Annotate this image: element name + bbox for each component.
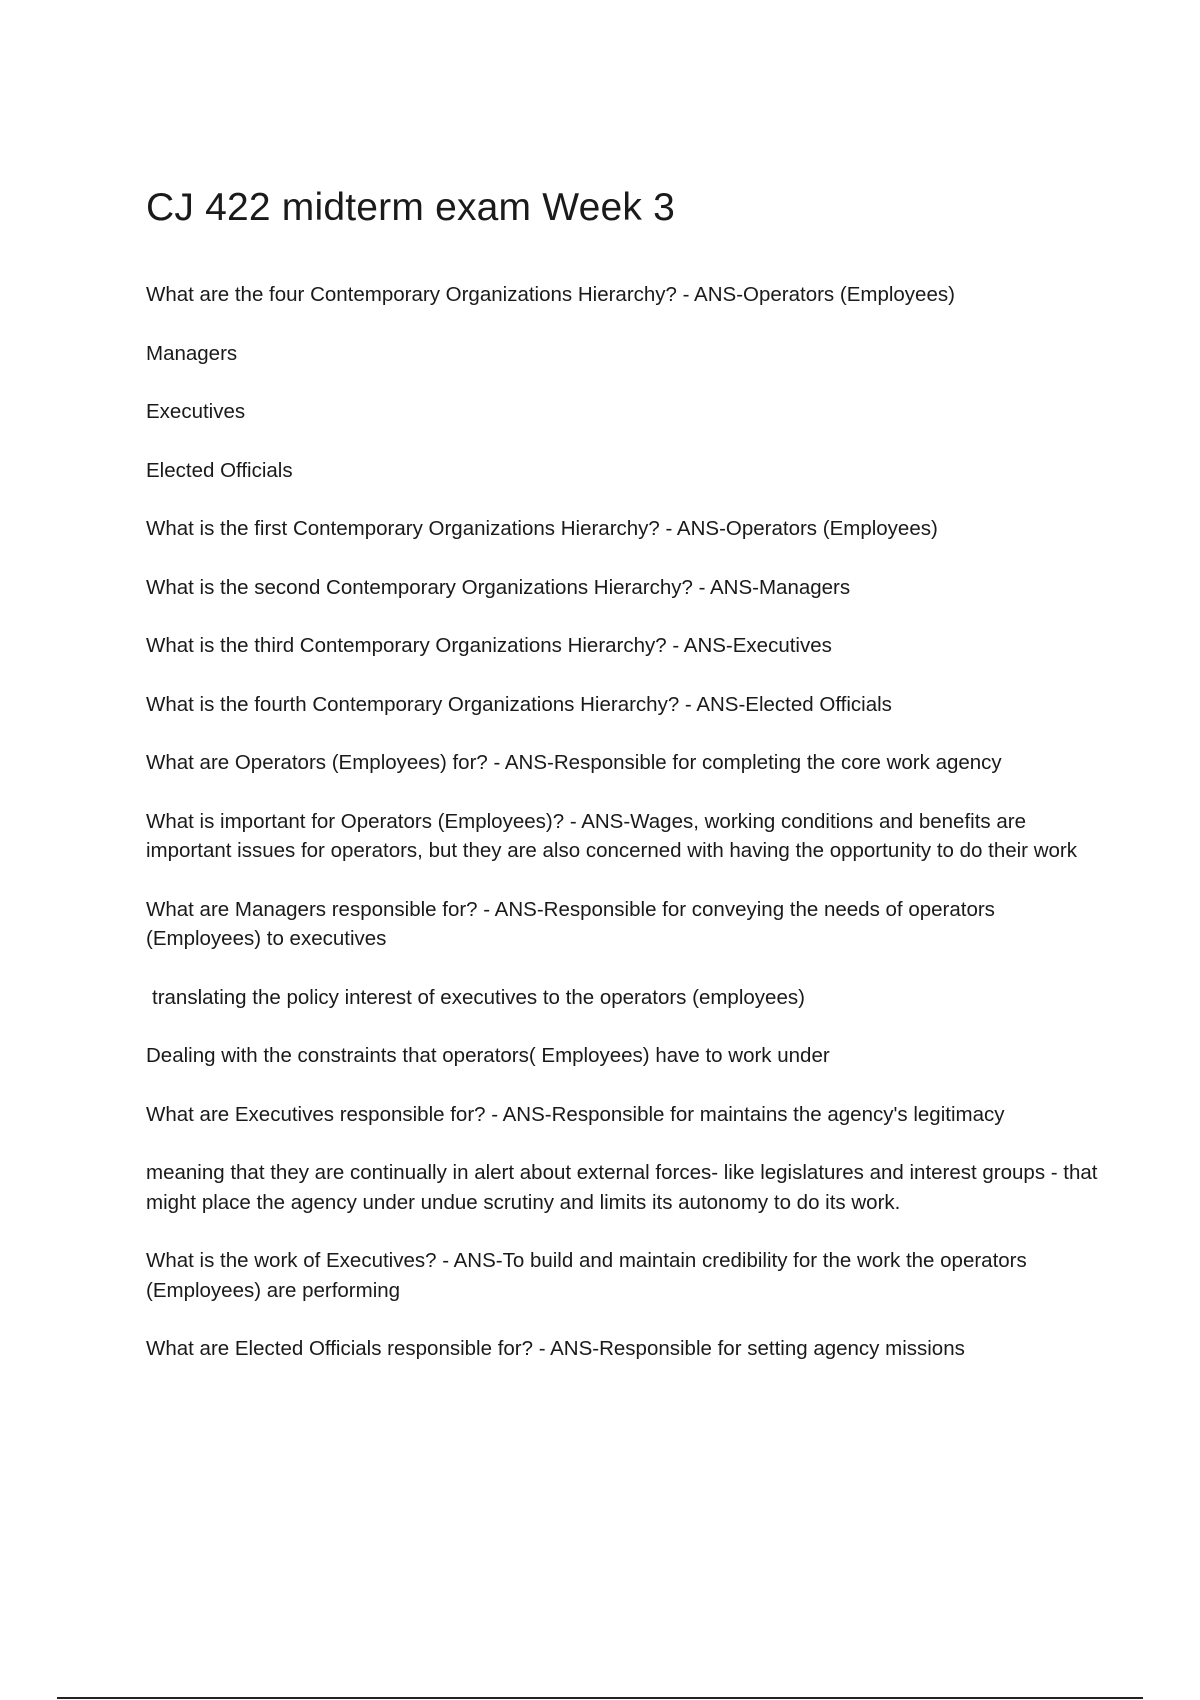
paragraph-q-executives-responsible: What are Executives responsible for? - ANS-Responsible for maintains the agency's legitimacy <box>146 1102 1005 1126</box>
paragraph-executives: Executives <box>146 400 246 423</box>
paragraph-q-fourth-hierarchy: What is the fourth Contemporary Organizations Hierarchy? - ANS-Elected Officials <box>146 692 892 716</box>
paragraph-q-first-hierarchy: What is the first Contemporary Organizations Hierarchy? - ANS-Operators (Employees) <box>146 517 938 540</box>
paragraph-q-third-hierarchy: What is the third Contemporary Organizations Hierarchy? - ANS-Executives <box>146 634 832 657</box>
paragraph-q-elected-officials-responsible: What are Elected Officials responsible for? - ANS-Responsible for setting agency missions <box>146 1337 965 1360</box>
paragraph-elected-officials: Elected Officials <box>146 458 293 482</box>
paragraph-q-second-hierarchy: What is the second Contemporary Organizations Hierarchy? - ANS-Managers <box>146 575 851 599</box>
paragraph-q-executives-work: What is the work of Executives? - ANS-To build and maintain credibility for the work the operators (Employees) are performing <box>146 1249 1027 1302</box>
page-title: CJ 422 midterm exam Week 3 <box>146 186 675 229</box>
paragraph-q-operators-for: What are Operators (Employees) for? - ANS-Responsible for completing the core work agency <box>146 751 1002 774</box>
paragraph-managers: Managers <box>146 341 238 365</box>
paragraph-managers-constraints: Dealing with the constraints that operators( Employees) have to work under <box>146 1044 830 1067</box>
footer-divider <box>57 1697 1143 1699</box>
document-body <box>146 280 1106 1393</box>
paragraph-q-four-hierarchy: What are the four Contemporary Organizations Hierarchy? - ANS-Operators (Employees) <box>146 283 955 306</box>
paragraph-q-managers-responsible: What are Managers responsible for? - ANS-Responsible for conveying the needs of operators (Employees) to executives <box>146 897 995 950</box>
paragraph-q-operators-important: What is important for Operators (Employees)? - ANS-Wages, working conditions and benefits are important issues for operators, but they are also concerned with having the opportunity to do their work <box>146 809 1077 862</box>
paragraph-executives-meaning: meaning that they are continually in alert about external forces- like legislatures and interest groups - that might place the agency under undue scrutiny and limits its autonomy to do its work. <box>146 1161 1098 1214</box>
paragraph-managers-translating: translating the policy interest of executives to the operators (employees) <box>152 985 805 1009</box>
